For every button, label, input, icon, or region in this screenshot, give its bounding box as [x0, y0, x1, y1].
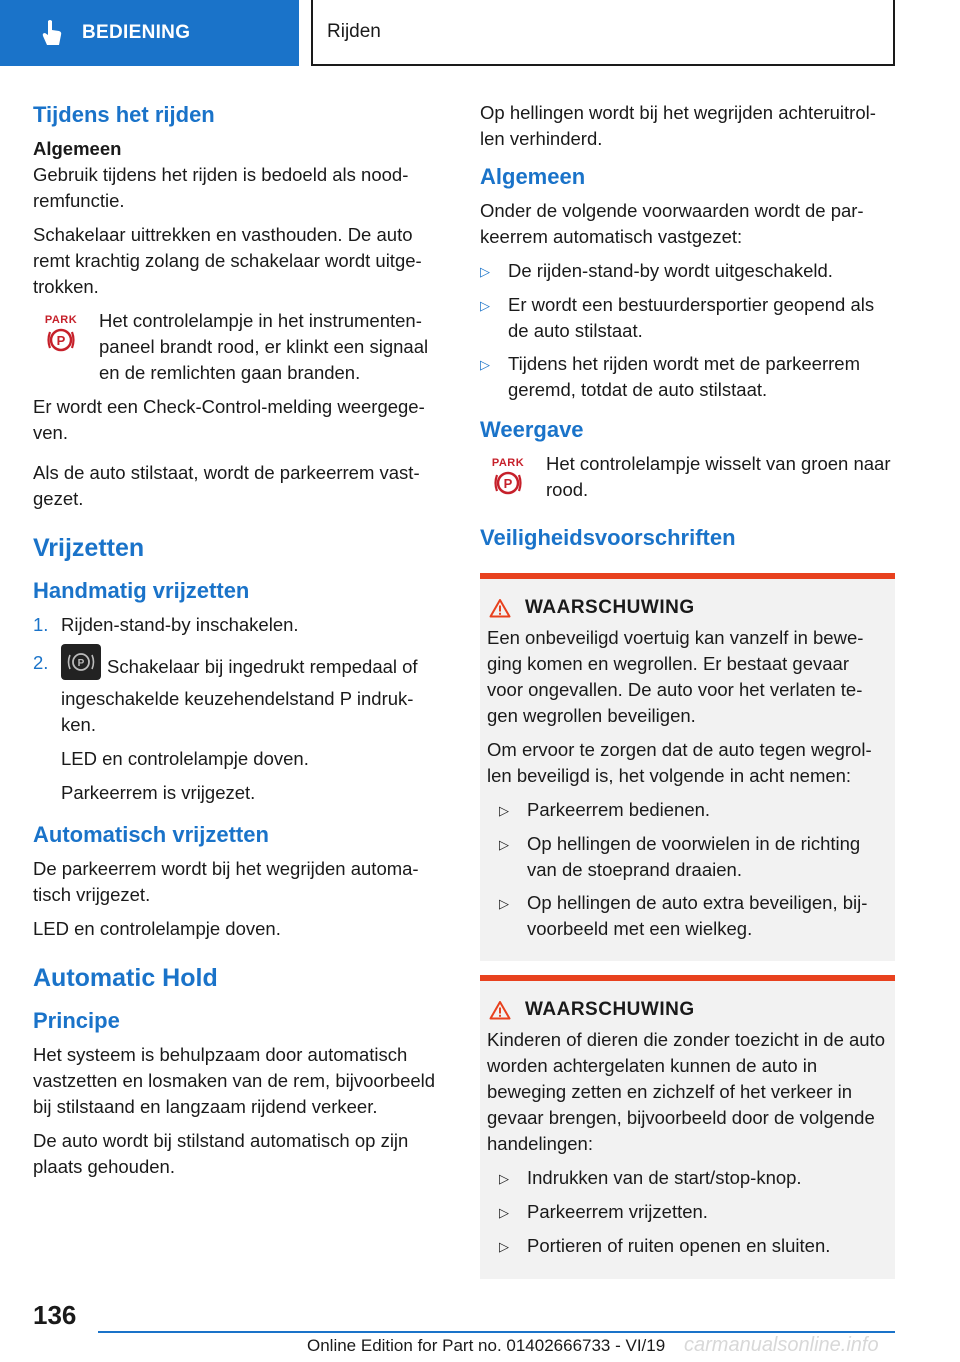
- paragraph: Parkeerrem is vrijgezet.: [61, 782, 256, 803]
- triangle-bullet-icon: ▷: [499, 1205, 509, 1220]
- indicator-text: Het controlelampje in het instrumenten-paneel brandt rood, er klinkt een signaal en de remlichten gaan branden.: [99, 310, 429, 383]
- edition-text: Online Edition for Part no. 01402666733 - VI/19: [307, 1336, 666, 1355]
- subheading-principe: Principe: [33, 1008, 120, 1033]
- subheading-handmatig-vrijzetten: Handmatig vrijzetten: [33, 578, 250, 603]
- paragraph: LED en controlelampje doven.: [61, 748, 309, 769]
- step-text: Rijden-stand-by inschakelen.: [61, 614, 299, 635]
- warning-list: [499, 797, 888, 942]
- list-item: [499, 1233, 888, 1260]
- paragraph: Er wordt een Check-Control-melding weergege-ven.: [33, 396, 425, 443]
- triangle-bullet-icon: ▷: [499, 1239, 509, 1254]
- subheading-algemeen: Algemeen: [33, 138, 122, 159]
- paragraph: Als de auto stilstaat, wordt de parkeerrem vast-gezet.: [33, 462, 420, 509]
- indicator-note: [33, 308, 445, 386]
- footer-divider: [98, 1331, 895, 1333]
- chapter-tab[interactable]: [0, 0, 299, 66]
- list-item: [480, 351, 895, 403]
- list-item-text: De rijden-stand-by wordt uitgeschakeld.: [508, 260, 833, 281]
- list-item: [499, 1199, 888, 1226]
- park-circle-icon: [494, 469, 522, 497]
- triangle-bullet-icon: ▷: [499, 837, 509, 852]
- list-item-text: Op hellingen de auto extra beveiligen, bij-voorbeeld met een wielkeg.: [527, 892, 868, 939]
- steps-list: [33, 612, 445, 738]
- warning-triangle-icon: [489, 1000, 511, 1020]
- warning-box: [480, 975, 895, 1279]
- step-number: 1.: [33, 614, 49, 635]
- page-number: 136: [33, 1300, 77, 1330]
- indicator-text: Het controlelampje wisselt van groen naar rood.: [546, 453, 891, 500]
- park-brake-indicator-icon: [480, 451, 536, 503]
- triangle-bullet-icon: ▷: [499, 896, 509, 911]
- list-item: [480, 292, 895, 344]
- warning-title: [487, 595, 888, 621]
- warning-label: WAARSCHUWING: [525, 597, 695, 618]
- paragraph: LED en controlelampje doven.: [33, 918, 281, 939]
- warning-label: WAARSCHUWING: [525, 999, 695, 1020]
- right-column: [480, 100, 895, 1293]
- hand-pointer-icon: [40, 19, 64, 47]
- svg-text:P: P: [56, 333, 66, 348]
- paragraph: Op hellingen wordt bij het wegrijden achteruitrol-len verhinderd.: [480, 102, 876, 149]
- paragraph: Om ervoor te zorgen dat de auto tegen wegrol-len beveiligd is, het volgende in acht nemen:: [487, 739, 872, 786]
- list-item-text: Portieren of ruiten openen en sluiten.: [527, 1235, 831, 1256]
- list-item-text: Parkeerrem bedienen.: [527, 799, 711, 820]
- list-item: [499, 797, 888, 824]
- heading-veiligheidsvoorschriften: Veiligheidsvoorschriften: [480, 525, 736, 550]
- paragraph: Het systeem is behulpzaam door automatisch vastzetten en losmaken van de rem, bijvoorbeeld bij stilstaand en langzaam rijdend verkeer.: [33, 1044, 436, 1117]
- heading-automatic-hold: Automatic Hold: [33, 964, 218, 992]
- watermark: carmanualsonline.info: [684, 1334, 879, 1356]
- list-item-text: Op hellingen de voorwielen in de richting van de stoeprand draaien.: [527, 833, 861, 880]
- paragraph: De auto wordt bij stilstand automatisch op zijn plaats gehouden.: [33, 1130, 409, 1177]
- triangle-bullet-icon: ▷: [480, 357, 490, 372]
- step-body: [61, 650, 445, 738]
- warning-triangle-icon: [489, 598, 511, 618]
- list-item: [480, 258, 895, 285]
- paragraph: Gebruik tijdens het rijden is bedoeld als nood-remfunctie.: [33, 164, 409, 211]
- svg-text:P: P: [77, 658, 85, 669]
- paragraph: Schakelaar uittrekken en vasthouden. De auto remt krachtig zolang de schakelaar wordt uitge-trokken.: [33, 224, 422, 297]
- parking-brake-switch-icon: [61, 644, 101, 680]
- heading-tijdens-het-rijden: Tijdens het rijden: [33, 102, 215, 127]
- heading-weergave: Weergave: [480, 417, 584, 442]
- page-header: [0, 0, 960, 66]
- warning-box: [480, 573, 895, 961]
- list-item: [33, 650, 445, 738]
- list-item-text: Parkeerrem vrijzetten.: [527, 1201, 708, 1222]
- list-item-text: Er wordt een bestuurdersportier geopend als de auto stilstaat.: [508, 294, 875, 341]
- park-brake-indicator-icon: [33, 308, 89, 386]
- triangle-bullet-icon: ▷: [499, 1171, 509, 1186]
- warning-title: [487, 997, 888, 1023]
- paragraph: Een onbeveiligd voertuig kan vanzelf in bewe-ging komen en wegrollen. Er bestaat gevaar voor ongevallen. De auto voor het verlaten te-gen wegrollen beveiligen.: [487, 627, 864, 726]
- chapter-label: BEDIENING: [82, 22, 191, 43]
- step-number: 2.: [33, 652, 49, 673]
- triangle-bullet-icon: ▷: [480, 298, 490, 313]
- heading-algemeen: Algemeen: [480, 164, 586, 189]
- indicator-note: [480, 451, 895, 503]
- list-item-text: Tijdens het rijden wordt met de parkeerrem geremd, totdat de auto stilstaat.: [508, 353, 860, 400]
- paragraph: Kinderen of dieren die zonder toezicht in de auto worden achtergelaten kunnen de auto in beweging zetten en zichzelf of het verkeer in gevaar brengen, bijvoorbeeld door de volgende handelingen:: [487, 1029, 886, 1154]
- list-item-text: Indrukken van de start/stop-knop.: [527, 1167, 802, 1188]
- paragraph: De parkeerrem wordt bij het wegrijden automa-tisch vrijgezet.: [33, 858, 419, 905]
- conditions-list: [480, 258, 895, 403]
- left-column: [33, 100, 445, 1188]
- triangle-bullet-icon: ▷: [499, 803, 509, 818]
- list-item: [33, 612, 445, 638]
- list-item: [499, 831, 888, 883]
- subheading-automatisch-vrijzetten: Automatisch vrijzetten: [33, 822, 269, 847]
- park-circle-icon: [47, 326, 75, 354]
- park-label: PARK: [44, 314, 78, 326]
- svg-text:P: P: [503, 476, 513, 491]
- triangle-bullet-icon: ▷: [480, 264, 490, 279]
- paragraph: Onder de volgende voorwaarden wordt de par-keerrem automatisch vastgezet:: [480, 200, 864, 247]
- list-item: [499, 890, 888, 942]
- heading-vrijzetten: Vrijzetten: [33, 534, 145, 562]
- section-title: Rijden: [311, 0, 895, 66]
- park-label: PARK: [491, 457, 525, 469]
- step-text: Schakelaar bij ingedrukt rempedaal of ingeschakelde keuzehendelstand P indruk-ken.: [61, 655, 418, 735]
- list-item: [499, 1165, 888, 1192]
- warning-list: [499, 1165, 888, 1260]
